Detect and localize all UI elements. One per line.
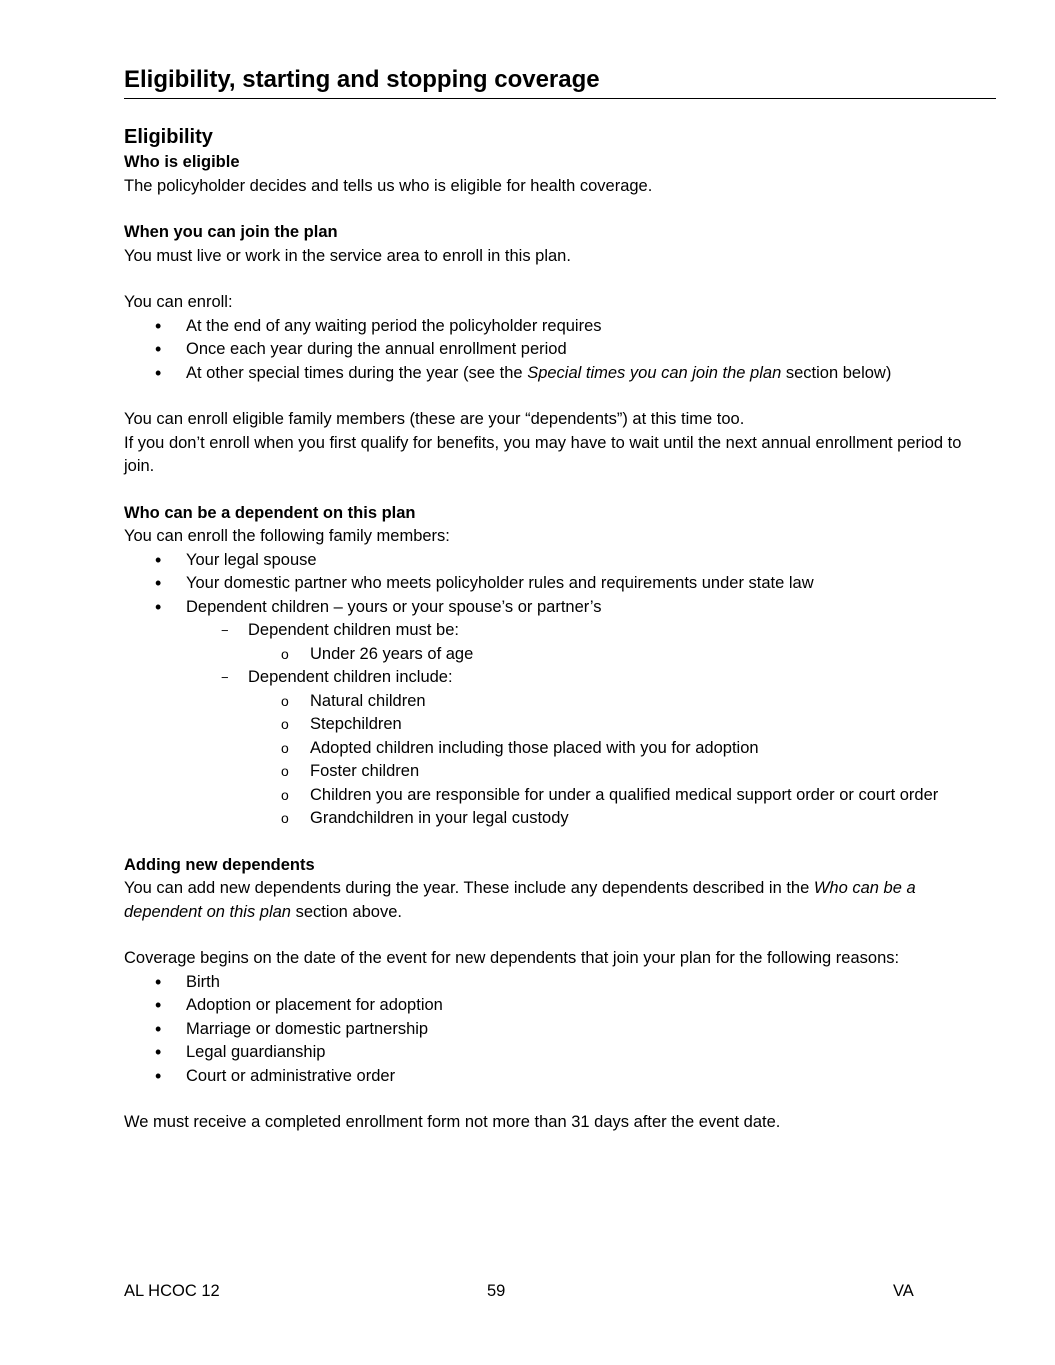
wait-text: If you don’t enroll when you first qualify for benefits, you may have to wait until the next annual enrollment period to join.: [124, 433, 962, 475]
family-enroll-text: You can enroll eligible family members (these are your “dependents”) at this time too.: [124, 410, 745, 428]
sub-list-item: − Dependent children include:: [124, 666, 994, 690]
list-item: • Legal guardianship: [124, 1041, 994, 1065]
coverage-intro: Coverage begins on the date of the event for new dependents that join your plan for the following reasons:: [124, 949, 900, 967]
enroll-intro: You can enroll:: [124, 293, 233, 311]
list-item: • At the end of any waiting period the policyholder requires: [124, 315, 994, 339]
join-plan-text: You must live or work in the service area to enroll in this plan.: [124, 246, 571, 265]
list-item: • Your domestic partner who meets policyholder rules and requirements under state law: [124, 572, 994, 596]
footer-document-code: AL HCOC 12: [124, 1282, 220, 1300]
join-plan-heading: When you can join the plan: [124, 223, 338, 241]
sub-list-item: − Dependent children must be:: [124, 619, 994, 643]
sub-sub-list-item: o Natural children: [124, 690, 994, 714]
paragraph-text: You can add new dependents during the year. These include any dependents described in the: [124, 879, 814, 897]
dependent-list: [124, 549, 994, 831]
dependent-section-reference: Who can be a dependent on this plan: [124, 879, 916, 921]
dependent-heading: Who can be a dependent on this plan: [124, 503, 416, 522]
bullet-text: section below): [781, 363, 892, 382]
sub-sub-list-item: o Children you are responsible for under a qualified medical support order or court order: [124, 784, 994, 808]
who-eligible-heading: Who is eligible: [124, 153, 240, 171]
document-body: [124, 123, 994, 1135]
list-item: [124, 362, 994, 386]
list-item: • Dependent children – yours or your spouse’s or partner’s: [124, 596, 994, 620]
footer-state-code: VA: [893, 1282, 914, 1300]
list-item: • Court or administrative order: [124, 1065, 994, 1089]
list-item: • Once each year during the annual enrollment period: [124, 338, 994, 362]
adding-dependents-text: [124, 877, 994, 924]
list-item: • Your legal spouse: [124, 549, 994, 573]
dependent-intro: You can enroll the following family members:: [124, 527, 450, 545]
list-item: • Adoption or placement for adoption: [124, 994, 994, 1018]
sub-sub-list-item: o Stepchildren: [124, 713, 994, 737]
sub-sub-list-item: o Under 26 years of age: [124, 643, 994, 667]
paragraph-text: section above.: [290, 902, 402, 921]
enrollment-form-text: We must receive a completed enrollment form not more than 31 days after the event date.: [124, 1113, 781, 1131]
who-eligible-text: The policyholder decides and tells us who is eligible for health coverage.: [124, 176, 653, 195]
sub-sub-list-item: o Foster children: [124, 760, 994, 784]
bullet-text: At other special times during the year (see the: [186, 363, 528, 382]
list-item: • Birth: [124, 971, 994, 995]
reasons-list: [124, 971, 994, 1089]
eligibility-heading: Eligibility: [124, 126, 213, 148]
adding-dependents-heading: Adding new dependents: [124, 855, 315, 874]
special-times-reference: Special times you can join the plan: [527, 363, 782, 382]
sub-sub-list-item: o Adopted children including those placed with you for adoption: [124, 737, 994, 761]
page-title: Eligibility, starting and stopping coverage: [124, 64, 996, 99]
footer-page-number: 59: [487, 1282, 506, 1300]
enroll-list: [124, 315, 994, 386]
sub-sub-list-item: o Grandchildren in your legal custody: [124, 807, 994, 831]
list-item: • Marriage or domestic partnership: [124, 1018, 994, 1042]
